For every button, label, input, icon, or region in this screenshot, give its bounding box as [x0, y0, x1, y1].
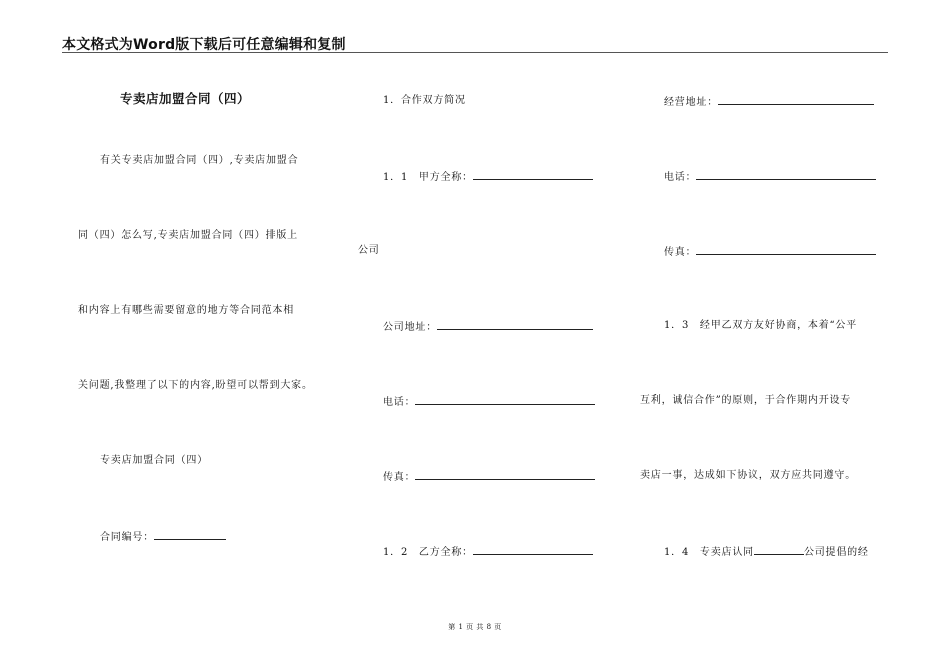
party-b-name-label: 1．2 乙方全称： — [383, 547, 473, 558]
company-address-label: 公司地址： — [383, 322, 437, 333]
fax-field-b — [664, 244, 876, 260]
contract-subtitle: 专卖店加盟合同（四） — [100, 455, 208, 466]
business-address-label: 经营地址： — [664, 97, 718, 108]
phone-blank-b — [696, 169, 876, 180]
phone-label-a: 电话： — [383, 397, 416, 408]
party-a-name-label: 1．1 甲方全称： — [383, 172, 473, 183]
section-1-heading: 1．合作双方简况 — [383, 95, 466, 106]
party-b-name-field — [383, 544, 593, 560]
company-address-field — [383, 319, 593, 335]
fax-field-a — [383, 469, 595, 485]
phone-field-a — [383, 394, 595, 410]
phone-blank-a — [415, 394, 595, 405]
phone-label-b: 电话： — [664, 172, 697, 183]
clause-1-3-line-1: 1．3 经甲乙双方友好协商，本着“公平 — [664, 320, 858, 331]
business-address-field — [664, 94, 874, 110]
fax-label-b: 传真： — [664, 247, 697, 258]
header-title: 本文格式为Word版下载后可任意编辑和复制 — [62, 37, 346, 53]
clause-1-4-blank — [754, 544, 804, 555]
party-a-name-blank — [473, 169, 593, 180]
party-a-name-field — [383, 169, 593, 185]
fax-blank-b — [696, 244, 876, 255]
intro-line-4: 关问题,我整理了以下的内容,盼望可以帮到大家。 — [78, 380, 313, 391]
company-address-blank — [437, 319, 593, 330]
document-title: 专卖店加盟合同（四） — [120, 91, 251, 106]
contract-number-label: 合同编号： — [100, 532, 154, 543]
intro-line-3: 和内容上有哪些需要留意的地方等合同范本相 — [78, 305, 294, 316]
fax-label-a: 传真： — [383, 472, 416, 483]
clause-1-4-suffix: 公司提倡的经 — [803, 547, 869, 558]
intro-line-2: 同（四）怎么写,专卖店加盟合同（四）排版上 — [78, 230, 298, 241]
clause-1-3-line-3: 卖店一事，达成如下协议，双方应共同遵守。 — [640, 470, 856, 481]
company-suffix: 公司 — [358, 245, 380, 256]
clause-1-4-line-1 — [664, 544, 869, 560]
fax-blank-a — [415, 469, 595, 480]
page-header — [62, 34, 888, 53]
phone-field-b — [664, 169, 876, 185]
contract-number-blank — [154, 529, 226, 540]
clause-1-3-line-2: 互利，诚信合作”的原则，于合作期内开设专 — [640, 395, 852, 406]
contract-number-field — [100, 529, 226, 545]
clause-1-4-prefix: 1．4 专卖店认同 — [664, 547, 754, 558]
intro-line-1: 有关专卖店加盟合同（四）,专卖店加盟合 — [100, 155, 299, 166]
business-address-blank — [718, 94, 874, 105]
party-b-name-blank — [473, 544, 593, 555]
page-footer: 第 1 页 共 8 页 — [448, 623, 502, 631]
